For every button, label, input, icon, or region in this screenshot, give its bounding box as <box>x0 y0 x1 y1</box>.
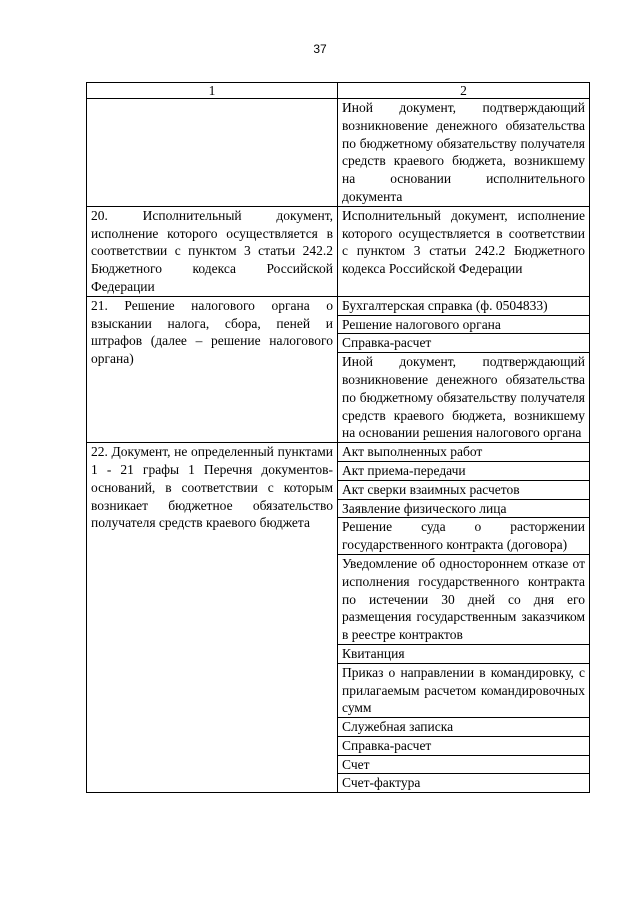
row-document-item: Акт выполненных работ <box>338 443 590 462</box>
row-document-item: Бухгалтерская справка (ф. 0504833) <box>338 296 590 315</box>
row-document-item: Счет-фактура <box>338 774 590 793</box>
row-description: 21. Решение налогового органа о взыскании налога, сбора, пеней и штрафов (далее – решение налогового органа) <box>87 296 338 442</box>
row-document-item: Акт приема-передачи <box>338 461 590 480</box>
column-2-header: 2 <box>338 83 590 99</box>
table-header-row <box>87 83 590 99</box>
row-document-item: Уведомление об одностороннем отказе от исполнения государственного контракта по истечении 30 дней со дня его размещения государственным заказчиком в реестре контрактов <box>338 554 590 644</box>
row-document-item: Приказ о направлении в командировку, с прилагаемым расчетом командировочных сумм <box>338 663 590 717</box>
row-document-item: Решение налогового органа <box>338 315 590 334</box>
column-1-header: 1 <box>87 83 338 99</box>
row-document-item: Служебная записка <box>338 718 590 737</box>
row-document-item: Иной документ, подтверждающий возникновение денежного обязательства по бюджетному обязательству получателя средств краевого бюджета, возникшему на основании решения налогового органа <box>338 353 590 443</box>
page-number: 37 <box>313 42 327 56</box>
row-description: 22. Документ, не определенный пунктами 1 - 21 графы 1 Перечня документов-оснований, в соответствии с которым возникает бюджетное обязательство получателя средств краевого бюджета <box>87 443 338 793</box>
table-row <box>87 206 590 296</box>
row-document-item: Исполнительный документ, исполнение которого осуществляется в соответствии с пунктом 3 статьи 242.2 Бюджетного кодекса Российской Федерации <box>338 206 590 296</box>
table-row <box>87 443 590 462</box>
row-document-item: Квитанция <box>338 644 590 663</box>
table-row <box>87 296 590 315</box>
row-description: 20. Исполнительный документ, исполнение которого осуществляется в соответствии с пунктом 3 статьи 242.2 Бюджетного кодекса Российской Федерации <box>87 206 338 296</box>
document-basis-table <box>86 82 590 793</box>
row-document-item: Справка-расчет <box>338 334 590 353</box>
row-description <box>87 99 338 207</box>
row-document-item: Иной документ, подтверждающий возникновение денежного обязательства по бюджетному обязательству получателя средств краевого бюджета, возникшему на основании исполнительного документа <box>338 99 590 207</box>
row-document-item: Акт сверки взаимных расчетов <box>338 480 590 499</box>
row-document-item: Решение суда о расторжении государственного контракта (договора) <box>338 518 590 555</box>
table-row <box>87 99 590 207</box>
row-document-item: Справка-расчет <box>338 736 590 755</box>
row-document-item: Заявление физического лица <box>338 499 590 518</box>
row-document-item: Счет <box>338 755 590 774</box>
